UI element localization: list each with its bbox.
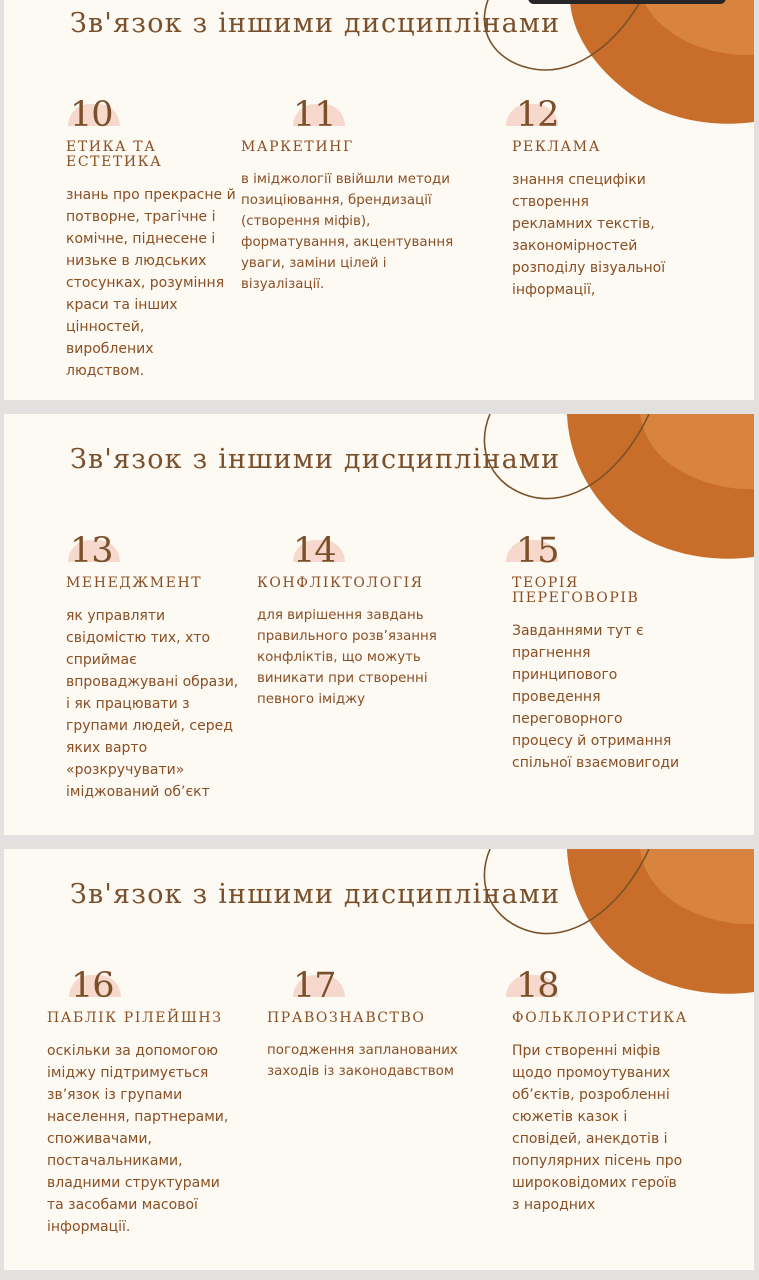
discipline-card-14 bbox=[257, 532, 457, 710]
card-number: 16 bbox=[71, 966, 114, 1006]
discipline-card-12 bbox=[512, 96, 672, 301]
discipline-card-15 bbox=[512, 532, 684, 774]
card-text: знання специфіки створення рекламних текстів, закономірностей розподілу візуальної інформації, bbox=[512, 172, 666, 298]
slide-3 bbox=[4, 849, 754, 1270]
slide-1 bbox=[4, 0, 754, 400]
card-number: 14 bbox=[293, 531, 336, 571]
card-heading: МАРКЕТИНГ bbox=[241, 139, 354, 155]
slide-title: Зв'язок з іншими дисциплінами bbox=[70, 8, 561, 39]
card-heading: ПРАВОЗНАВСТВО bbox=[267, 1010, 426, 1026]
card-heading: РЕКЛАМА bbox=[512, 139, 601, 155]
discipline-card-16 bbox=[47, 967, 232, 1238]
card-number: 15 bbox=[516, 531, 559, 571]
discipline-card-18 bbox=[512, 966, 688, 1216]
card-heading: ФОЛЬКЛОРИСТИКА bbox=[512, 1010, 688, 1026]
card-heading: ПАБЛІК РІЛЕЙШНЗ bbox=[47, 1010, 223, 1026]
card-number: 18 bbox=[516, 966, 559, 1006]
discipline-card-17 bbox=[267, 967, 472, 1082]
card-number: 12 bbox=[516, 95, 559, 135]
device-notch-bar bbox=[528, 0, 726, 4]
card-number: 13 bbox=[70, 531, 113, 571]
card-heading: ТЕОРІЯ ПЕРЕГОВОРІВ bbox=[512, 575, 640, 606]
slide-title: Зв'язок з іншими дисциплінами bbox=[70, 444, 561, 475]
slide-title: Зв'язок з іншими дисциплінами bbox=[70, 879, 561, 910]
discipline-card-11 bbox=[241, 96, 463, 295]
card-heading: МЕНЕДЖМЕНТ bbox=[66, 575, 203, 591]
card-text: як управляти свідомістю тих, хто сприймає впроваджувані образи, і як працювати з групами людей, серед яких варто «розкручувати» іміджований об’єкт bbox=[66, 608, 239, 800]
discipline-card-10 bbox=[66, 96, 236, 382]
card-heading: КОНФЛІКТОЛОГІЯ bbox=[257, 575, 424, 591]
card-text: оскільки за допомогою іміджу підтримується зв’язок із групами населення, партнерами, споживачами, постачальниками, владними структурами та засобами масової інформації. bbox=[47, 1043, 229, 1235]
card-text: для вирішення завдань правильного розв’язання конфліктів, що можуть виникати при створенні певного іміджу bbox=[257, 608, 437, 707]
card-number: 17 bbox=[293, 966, 336, 1006]
card-number: 10 bbox=[70, 95, 113, 135]
card-number: 11 bbox=[293, 95, 336, 135]
card-text: знань про прекрасне й потворне, трагічне і комічне, піднесене і низьке в людських стосунках, розуміння краси та інших цінностей, вироблених людством. bbox=[66, 187, 236, 379]
card-heading: ЕТИКА ТА ЕСТЕТИКА bbox=[66, 139, 163, 170]
card-text: погодження запланованих заходів із законодавством bbox=[267, 1043, 458, 1079]
card-text: При створенні міфів щодо промоутуваних об’єктів, розробленні сюжетів казок і сповідей, анекдотів і популярних пісень про широковідомих героїв з народних bbox=[512, 1043, 683, 1213]
card-text: в іміджології ввійшли методи позиціювання, брендизації (створення міфів), форматування, акцентування уваги, заміни цілей і візуалізації. bbox=[241, 172, 454, 292]
slide-2 bbox=[4, 414, 754, 835]
discipline-card-13 bbox=[66, 532, 241, 803]
card-text: Завданнями тут є прагнення принципового проведення переговорного процесу й отримання спільної взаємовигоди bbox=[512, 623, 680, 771]
